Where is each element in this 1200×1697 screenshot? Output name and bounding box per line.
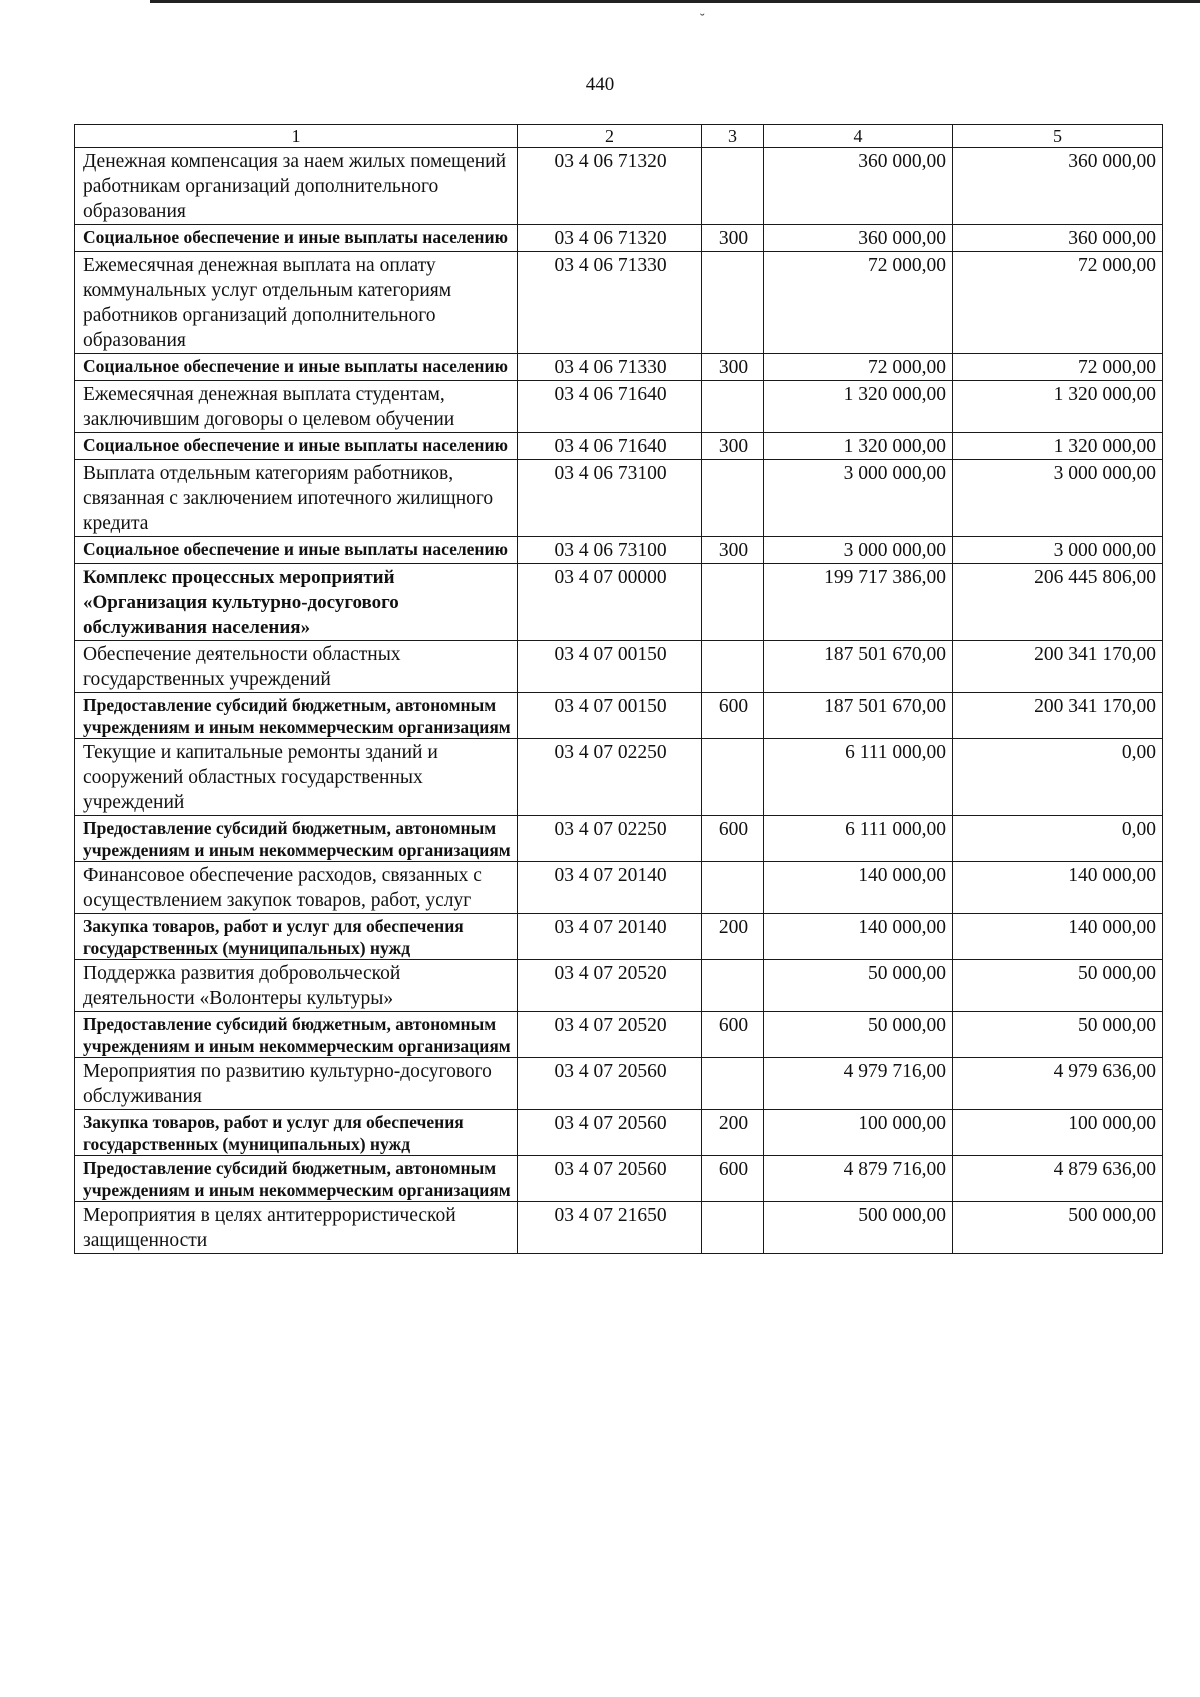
row-type-cell: 200 [702, 914, 764, 960]
table-row [75, 537, 1163, 564]
row-type-cell [702, 381, 764, 433]
row-name-cell: Социальное обеспечение и иные выплаты населению [75, 537, 518, 564]
row-sum-year2-cell: 200 341 170,00 [953, 641, 1163, 693]
row-sum-year2-cell: 100 000,00 [953, 1110, 1163, 1156]
table-row [75, 252, 1163, 354]
page-number: 440 [585, 74, 615, 95]
row-sum-year2-cell: 1 320 000,00 [953, 433, 1163, 460]
table-row [75, 564, 1163, 641]
row-sum-year2-cell: 206 445 806,00 [953, 564, 1163, 641]
row-sum-year2-cell: 4 879 636,00 [953, 1156, 1163, 1202]
row-code-cell: 03 4 06 71640 [518, 381, 702, 433]
budget-table [74, 124, 1163, 1254]
row-name-cell: Поддержка развития добровольческой деятельности «Волонтеры культуры» [75, 960, 518, 1012]
row-sum-year2-cell: 3 000 000,00 [953, 537, 1163, 564]
row-name-cell: Ежемесячная денежная выплата студентам, заключившим договоры о целевом обучении [75, 381, 518, 433]
row-type-cell [702, 148, 764, 225]
row-name-cell: Социальное обеспечение и иные выплаты населению [75, 225, 518, 252]
row-sum-year1-cell: 1 320 000,00 [764, 381, 953, 433]
row-sum-year1-cell: 100 000,00 [764, 1110, 953, 1156]
row-type-cell [702, 1058, 764, 1110]
table-header-row [75, 125, 1163, 148]
table-row [75, 433, 1163, 460]
table-row [75, 641, 1163, 693]
row-name-cell: Предоставление субсидий бюджетным, автономным учреждениям и иным некоммерческим организациям [75, 816, 518, 862]
row-sum-year1-cell: 187 501 670,00 [764, 641, 953, 693]
row-name-cell: Денежная компенсация за наем жилых помещений работникам организаций дополнительного образования [75, 148, 518, 225]
row-code-cell: 03 4 06 71330 [518, 354, 702, 381]
row-code-cell: 03 4 06 73100 [518, 537, 702, 564]
table-row [75, 960, 1163, 1012]
row-type-cell: 300 [702, 354, 764, 381]
row-sum-year2-cell: 140 000,00 [953, 914, 1163, 960]
row-type-cell [702, 862, 764, 914]
row-sum-year1-cell: 50 000,00 [764, 1012, 953, 1058]
top-border-line [150, 0, 1200, 3]
row-name-cell: Закупка товаров, работ и услуг для обеспечения государственных (муниципальных) нужд [75, 1110, 518, 1156]
table-row [75, 816, 1163, 862]
table-row [75, 1110, 1163, 1156]
row-sum-year2-cell: 0,00 [953, 739, 1163, 816]
table-row [75, 862, 1163, 914]
row-type-cell: 600 [702, 1156, 764, 1202]
table-row [75, 225, 1163, 252]
row-sum-year2-cell: 1 320 000,00 [953, 381, 1163, 433]
row-type-cell: 600 [702, 693, 764, 739]
table-body [75, 148, 1163, 1254]
row-sum-year1-cell: 4 979 716,00 [764, 1058, 953, 1110]
table-row [75, 354, 1163, 381]
table-row [75, 1156, 1163, 1202]
row-name-cell: Закупка товаров, работ и услуг для обеспечения государственных (муниципальных) нужд [75, 914, 518, 960]
row-code-cell: 03 4 07 20560 [518, 1058, 702, 1110]
row-code-cell: 03 4 07 20560 [518, 1110, 702, 1156]
row-code-cell: 03 4 06 73100 [518, 460, 702, 537]
row-type-cell [702, 739, 764, 816]
row-code-cell: 03 4 07 21650 [518, 1202, 702, 1254]
row-sum-year1-cell: 6 111 000,00 [764, 816, 953, 862]
row-type-cell: 200 [702, 1110, 764, 1156]
row-sum-year1-cell: 4 879 716,00 [764, 1156, 953, 1202]
row-name-cell: Финансовое обеспечение расходов, связанных с осуществлением закупок товаров, работ, услуг [75, 862, 518, 914]
row-sum-year2-cell: 4 979 636,00 [953, 1058, 1163, 1110]
table-row [75, 381, 1163, 433]
row-type-cell [702, 960, 764, 1012]
row-code-cell: 03 4 07 20140 [518, 914, 702, 960]
table-row [75, 1012, 1163, 1058]
row-sum-year2-cell: 0,00 [953, 816, 1163, 862]
row-code-cell: 03 4 07 02250 [518, 739, 702, 816]
row-code-cell: 03 4 07 20560 [518, 1156, 702, 1202]
row-sum-year1-cell: 6 111 000,00 [764, 739, 953, 816]
column-header-5: 5 [953, 125, 1163, 148]
row-sum-year1-cell: 500 000,00 [764, 1202, 953, 1254]
row-sum-year1-cell: 360 000,00 [764, 225, 953, 252]
row-code-cell: 03 4 07 20140 [518, 862, 702, 914]
row-type-cell: 300 [702, 537, 764, 564]
column-header-2: 2 [518, 125, 702, 148]
table-row [75, 739, 1163, 816]
row-sum-year2-cell: 50 000,00 [953, 1012, 1163, 1058]
column-header-3: 3 [702, 125, 764, 148]
row-name-cell: Предоставление субсидий бюджетным, автономным учреждениям и иным некоммерческим организациям [75, 1156, 518, 1202]
row-sum-year2-cell: 360 000,00 [953, 148, 1163, 225]
row-sum-year1-cell: 1 320 000,00 [764, 433, 953, 460]
row-sum-year1-cell: 140 000,00 [764, 862, 953, 914]
row-sum-year1-cell: 360 000,00 [764, 148, 953, 225]
table-row [75, 148, 1163, 225]
column-header-1: 1 [75, 125, 518, 148]
row-code-cell: 03 4 07 00150 [518, 693, 702, 739]
row-code-cell: 03 4 07 20520 [518, 960, 702, 1012]
row-name-cell: Мероприятия по развитию культурно-досугового обслуживания [75, 1058, 518, 1110]
row-sum-year1-cell: 187 501 670,00 [764, 693, 953, 739]
row-sum-year2-cell: 360 000,00 [953, 225, 1163, 252]
table-row [75, 1202, 1163, 1254]
row-code-cell: 03 4 06 71640 [518, 433, 702, 460]
row-code-cell: 03 4 07 20520 [518, 1012, 702, 1058]
row-name-cell: Выплата отдельным категориям работников, связанная с заключением ипотечного жилищного кредита [75, 460, 518, 537]
row-type-cell [702, 1202, 764, 1254]
row-sum-year2-cell: 50 000,00 [953, 960, 1163, 1012]
row-type-cell [702, 564, 764, 641]
row-sum-year2-cell: 3 000 000,00 [953, 460, 1163, 537]
row-type-cell: 600 [702, 1012, 764, 1058]
row-name-cell: Текущие и капитальные ремонты зданий и сооружений областных государственных учреждений [75, 739, 518, 816]
row-sum-year2-cell: 140 000,00 [953, 862, 1163, 914]
row-sum-year2-cell: 200 341 170,00 [953, 693, 1163, 739]
row-sum-year2-cell: 500 000,00 [953, 1202, 1163, 1254]
row-code-cell: 03 4 07 00150 [518, 641, 702, 693]
row-sum-year1-cell: 140 000,00 [764, 914, 953, 960]
row-name-cell: Предоставление субсидий бюджетным, автономным учреждениям и иным некоммерческим организациям [75, 693, 518, 739]
row-name-cell: Обеспечение деятельности областных государственных учреждений [75, 641, 518, 693]
row-sum-year2-cell: 72 000,00 [953, 252, 1163, 354]
row-sum-year2-cell: 72 000,00 [953, 354, 1163, 381]
row-sum-year1-cell: 72 000,00 [764, 354, 953, 381]
row-name-cell: Ежемесячная денежная выплата на оплату коммунальных услуг отдельным категориям работников организаций дополнительного образования [75, 252, 518, 354]
row-type-cell [702, 460, 764, 537]
row-type-cell [702, 252, 764, 354]
row-code-cell: 03 4 07 02250 [518, 816, 702, 862]
row-sum-year1-cell: 72 000,00 [764, 252, 953, 354]
row-code-cell: 03 4 06 71330 [518, 252, 702, 354]
row-name-cell: Предоставление субсидий бюджетным, автономным учреждениям и иным некоммерческим организациям [75, 1012, 518, 1058]
table-row [75, 1058, 1163, 1110]
row-sum-year1-cell: 3 000 000,00 [764, 537, 953, 564]
row-name-cell: Социальное обеспечение и иные выплаты населению [75, 354, 518, 381]
row-name-cell: Комплекс процессных мероприятий «Организация культурно-досугового обслуживания населения» [75, 564, 518, 641]
row-sum-year1-cell: 199 717 386,00 [764, 564, 953, 641]
table-row [75, 914, 1163, 960]
row-code-cell: 03 4 06 71320 [518, 148, 702, 225]
scan-mark: ˘ [700, 12, 705, 27]
row-type-cell: 300 [702, 433, 764, 460]
row-sum-year1-cell: 3 000 000,00 [764, 460, 953, 537]
row-code-cell: 03 4 07 00000 [518, 564, 702, 641]
table-row [75, 460, 1163, 537]
row-name-cell: Мероприятия в целях антитеррористической защищенности [75, 1202, 518, 1254]
row-name-cell: Социальное обеспечение и иные выплаты населению [75, 433, 518, 460]
row-type-cell: 600 [702, 816, 764, 862]
row-code-cell: 03 4 06 71320 [518, 225, 702, 252]
column-header-4: 4 [764, 125, 953, 148]
row-type-cell: 300 [702, 225, 764, 252]
row-sum-year1-cell: 50 000,00 [764, 960, 953, 1012]
table-row [75, 693, 1163, 739]
row-type-cell [702, 641, 764, 693]
